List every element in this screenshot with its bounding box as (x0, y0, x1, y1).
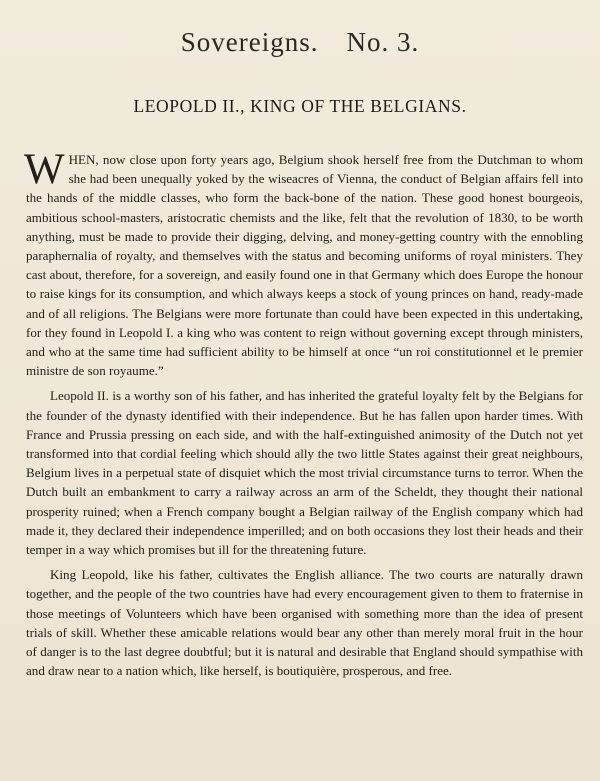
paragraph-1 (24, 146, 583, 380)
article-title: LEOPOLD II., KING OF THE BELGIANS. (133, 96, 467, 116)
paragraph-2: Leopold II. is a worthy son of his father, and has inherited the grateful loyalty felt by the Belgians for the founder of the dynasty identified with their independence. But he has fallen upon harder times. With France and Prussia pressing on each side, and with the half-extinguished animosity of the Dutch not yet transformed into that cordial feeling which should ally the two little States against their great neighbours, Belgium lives in a perpetual state of disquiet which the most trivial circumstance turns to terror. When the Dutch built an embankment to carry a railway across an arm of the Scheldt, they thought their national prosperity ruined; when a French company bought a Belgian railway of the English company which had made it, they declared their independence imperilled; and on both occasions they lost their heads and their temper in a way which promises but ill for the threatening future. (26, 388, 583, 558)
series-heading (0, 18, 600, 66)
series-number: No. 3. (346, 27, 420, 57)
paragraph-1-text: HEN, now close upon forty years ago, Belgium shook herself free from the Dutchman to whom she had been unequally yoked by the wiseacres of Vienna, the conduct of Belgian affairs fell into the hands of the middle classes, who form the back-bone of the nation. These good honest bourgeois, ambitious school-masters, aristocratic chemists and the like, felt that the revolution of 1830, to be worth anything, must be made to provide their digging, delving, and money-getting country with the ennobling paraphernalia of royalty, and themselves with the status and becoming uniforms of royal ministers. They cast about, therefore, for a sovereign, and easily found one in that Germany which does Europe the honour to raise kings for its consumption, and which always keeps a stock of young princes on hand, ready-made and of all religions. The Belgians were more fortunate than could have been expected in this undertaking, for they found in Leopold I. a king who was content to reign without governing except through ministers, and who at the same time had sufficient ability to be himself at once “un roi constitutionnel et le premier ministre de son royaume.” (26, 152, 583, 379)
paragraph-3: King Leopold, like his father, cultivates the English alliance. The two courts are naturally drawn together, and the people of the two countries have had every encouragement given to them to fraternise in those meetings of Volunteers which have been organised with something more than the idea of present trials of skill. Whether these amicable relations would bear any other than merely moral fruit in the hour of danger is to the last degree doubtful; but it is natural and desirable that England should sympathise with and draw near to a nation which, like herself, is boutiquière, prosperous, and free. (26, 567, 583, 679)
series-title-left: Sovereigns. (180, 27, 319, 57)
article-body (24, 146, 583, 686)
drop-cap: W (24, 146, 65, 193)
